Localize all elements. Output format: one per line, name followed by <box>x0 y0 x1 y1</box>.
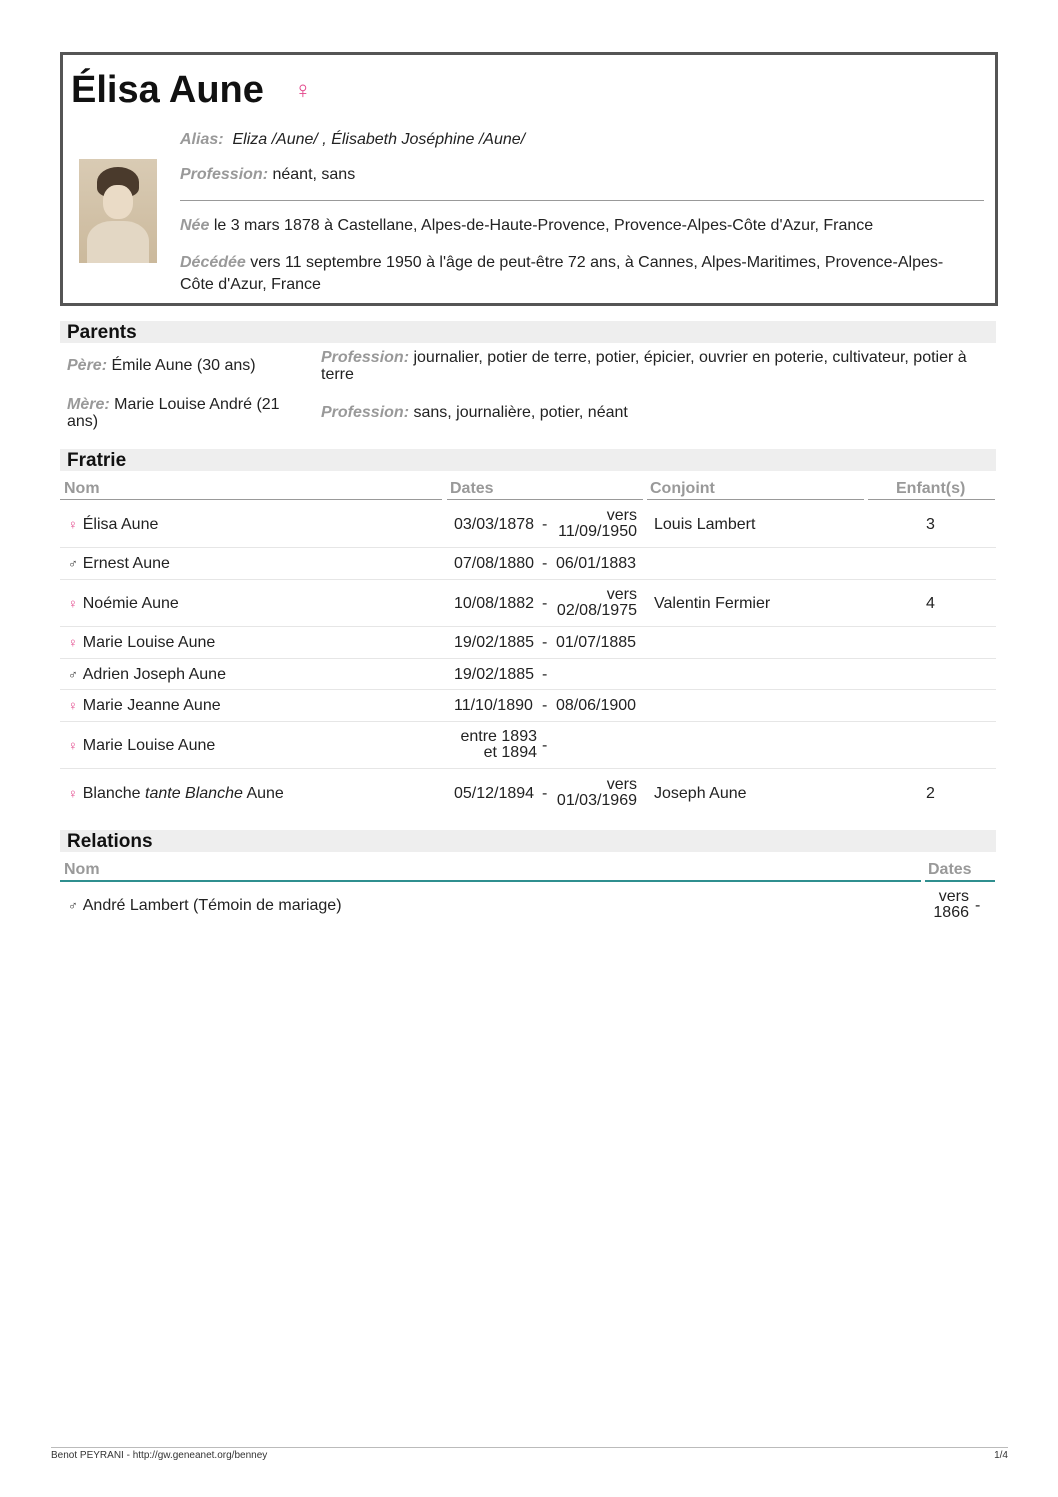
sibling-row-name[interactable]: ♂ Adrien Joseph Aune <box>68 666 226 683</box>
father-profession: Profession: journalier, potier de terre, potier, épicier, ouvrier en poterie, cultivateur, potier à terre <box>321 349 967 383</box>
sibling-row-name[interactable]: ♂ Ernest Aune <box>68 555 170 572</box>
female-icon: ♀ <box>293 77 312 104</box>
relation-row-name[interactable]: ♂ André Lambert (Témoin de mariage) <box>68 897 342 914</box>
female-icon: ♀ <box>68 635 78 650</box>
page-number: 1/4 <box>994 1450 1008 1461</box>
sibling-spouse[interactable]: Louis Lambert <box>654 516 756 533</box>
male-icon: ♂ <box>68 898 78 913</box>
birth-value: le 3 mars 1878 à Castellane, Alpes-de-Haute-Provence, Provence-Alpes-Côte d'Azur, France <box>213 217 874 234</box>
death-value: vers 11 septembre 1950 à l'âge de peut-être 72 ans, à Cannes, Alpes-Maritimes, Provence-Alpes- <box>250 254 944 271</box>
sibling-row-name[interactable]: ♀ Blanche tante Blanche Aune <box>68 785 284 802</box>
col-header-dates: Dates <box>928 861 972 878</box>
sibling-row-name[interactable]: ♀ Noémie Aune <box>68 595 179 612</box>
col-header-nom: Nom <box>64 861 100 878</box>
death-row: Décédée vers 11 septembre 1950 à l'âge de peut-être 72 ans, à Cannes, Alpes-Maritimes, Provence-Alpes- Côte d'Azur, France <box>180 254 944 293</box>
sibling-spouse[interactable]: Valentin Fermier <box>654 595 771 612</box>
person-name: Élisa Aune <box>71 69 264 111</box>
relation-date: vers 1866 <box>933 888 969 921</box>
profession-value: néant, sans <box>272 166 356 183</box>
sibling-end-date: vers 11/09/1950 <box>558 507 637 540</box>
col-header-conjoint: Conjoint <box>650 480 715 497</box>
fratrie-section-title: Fratrie <box>60 449 996 471</box>
sibling-row-name[interactable]: ♀ Élisa Aune <box>68 516 159 533</box>
female-icon: ♀ <box>68 738 78 753</box>
parents-section-title: Parents <box>60 321 996 343</box>
relations-section-title: Relations <box>60 830 996 852</box>
female-icon: ♀ <box>68 596 78 611</box>
footer-source: Benot PEYRANI - http://gw.geneanet.org/benney <box>51 1450 268 1461</box>
col-header-nom: Nom <box>64 480 100 497</box>
person-photo[interactable] <box>79 159 157 263</box>
sibling-row-name[interactable]: ♀ Marie Louise Aune <box>68 634 216 651</box>
father-link[interactable]: Émile Aune (30 ans) <box>111 357 256 374</box>
col-header-dates: Dates <box>450 480 494 497</box>
header-divider <box>180 200 984 201</box>
col-header-enfants: Enfant(s) <box>896 480 966 497</box>
father-entry: Père: Émile Aune (30 ans) <box>67 357 256 374</box>
birth-row: Née le 3 mars 1878 à Castellane, Alpes-de-Haute-Provence, Provence-Alpes-Côte d'Azur, France <box>180 217 874 234</box>
mother-profession: Profession: sans, journalière, potier, néant <box>321 404 628 421</box>
female-icon: ♀ <box>68 698 78 713</box>
page-footer <box>51 1447 1008 1461</box>
alias-row: Alias: Eliza /Aune/ , Élisabeth Joséphine /Aune/ <box>180 131 526 148</box>
mother-link[interactable]: Marie Louise André (21 <box>114 396 280 413</box>
person-name-line <box>71 69 312 112</box>
female-icon: ♀ <box>68 517 78 532</box>
sibling-start-date: 03/03/1878 <box>454 516 535 533</box>
sibling-spouse[interactable]: Joseph Aune <box>654 785 747 802</box>
sibling-row-name[interactable]: ♀ Marie Jeanne Aune <box>68 697 221 714</box>
profession-row: Profession: néant, sans <box>180 166 356 183</box>
sibling-children: 3 <box>926 516 935 533</box>
male-icon: ♂ <box>68 667 78 682</box>
female-icon: ♀ <box>68 786 78 801</box>
male-icon: ♂ <box>68 556 78 571</box>
person-header <box>60 52 998 306</box>
mother-entry: Mère: Marie Louise André (21 ans) <box>67 396 280 430</box>
alias-value: Eliza /Aune/ , Élisabeth Joséphine /Aune/ <box>232 131 526 148</box>
sibling-row-name[interactable]: ♀ Marie Louise Aune <box>68 737 216 754</box>
